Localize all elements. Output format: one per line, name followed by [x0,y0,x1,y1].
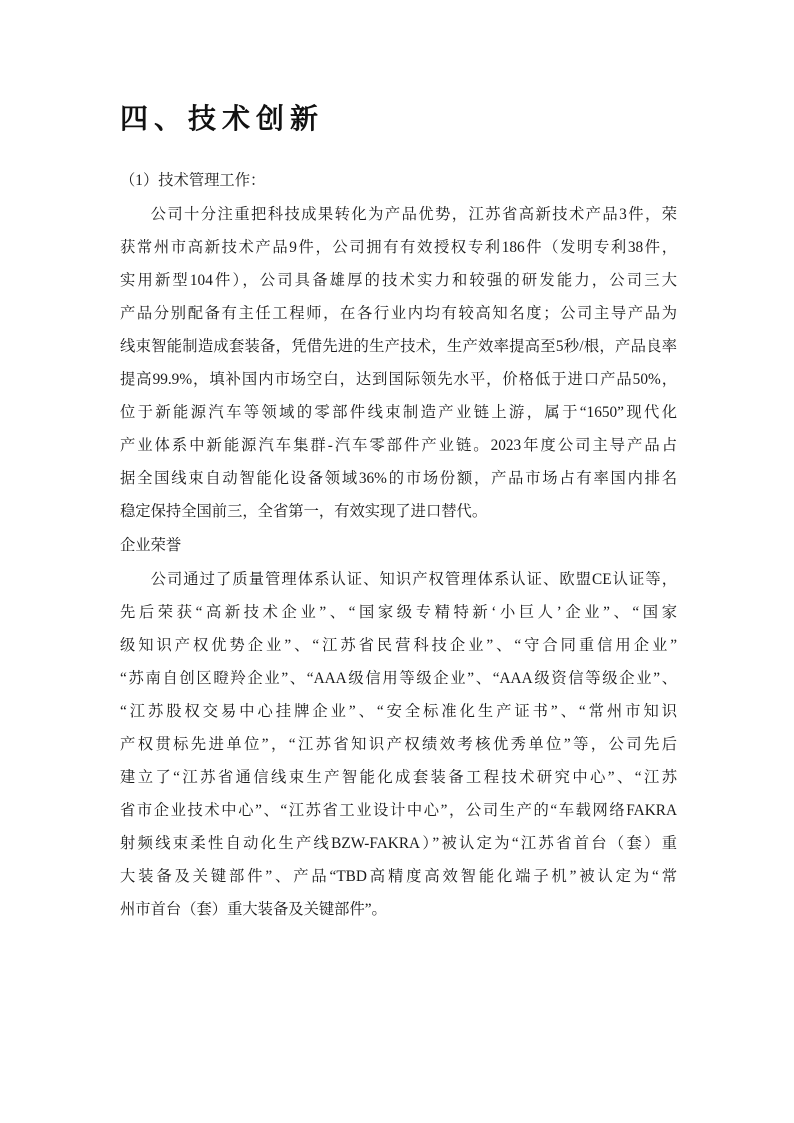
paragraph-tech-management [120,198,677,528]
text-line: 建立了“江苏省通信线束生产智能化成套装备工程技术研究中心”、“江苏 [120,769,677,786]
text-line: 提高99.9%，填补国内市场空白，达到国际领先水平，价格低于进口产品50%， [120,371,677,388]
text-line: “苏南自创区瞪羚企业”、“AAA级信用等级企业”、“AAA级资信等级企业”、 [120,670,677,687]
text-line: “江苏股权交易中心挂牌企业”、“安全标准化生产证书”、“常州市知识 [120,703,677,720]
text-line: 产品分别配备有主任工程师，在各行业内均有较高知名度；公司主导产品为 [120,305,677,322]
text-line: 据全国线束自动智能化设备领域36%的市场份额，产品市场占有率国内排名 [120,470,677,487]
paragraph-honors [120,563,677,926]
text-line: 产权贯标先进单位”，“江苏省知识产权绩效考核优秀单位”等，公司先后 [120,736,677,753]
text-line: 级知识产权优势企业”、“江苏省民营科技企业”、“守合同重信用企业” [120,637,677,654]
subsection-title: （1）技术管理工作： [120,172,266,189]
text-line: 省市企业技术中心”、“江苏省工业设计中心”，公司生产的“车载网络FAKRA [120,802,677,819]
text-line: 公司通过了质量管理体系认证、知识产权管理体系认证、欧盟CE认证等， [150,571,677,588]
text-line: 公司十分注重把科技成果转化为产品优势，江苏省高新技术产品3件，荣 [150,206,677,223]
honors-label: 企业荣誉 [120,537,182,554]
text-line: 获常州市高新技术产品9件，公司拥有有效授权专利186件（发明专利38件， [120,239,677,256]
text-line: 产业体系中新能源汽车集群-汽车零部件产业链。2023年度公司主导产品占 [120,437,677,454]
text-line: 大装备及关键部件”、产品“TBD高精度高效智能化端子机”被认定为“常 [120,868,677,885]
text-line: 先后荣获“高新技术企业”、“国家级专精特新‘小巨人’企业”、“国家 [120,604,677,621]
text-line: 州市首台（套）重大装备及关键部件”。 [120,901,387,918]
text-line: 稳定保持全国前三，全省第一，有效实现了进口替代。 [120,503,488,520]
text-line: 线束智能制造成套装备，凭借先进的生产技术，生产效率提高至5秒/根，产品良率 [120,338,677,355]
text-line: 射频线束柔性自动化生产线BZW-FAKRA）”被认定为“江苏省首台（套）重 [120,835,677,852]
section-heading: 四、技术创新 [120,103,325,134]
text-line: 实用新型104件），公司具备雄厚的技术实力和较强的研发能力，公司三大 [120,272,677,289]
text-line: 位于新能源汽车等领域的零部件线束制造产业链上游，属于“1650”现代化 [120,404,677,421]
